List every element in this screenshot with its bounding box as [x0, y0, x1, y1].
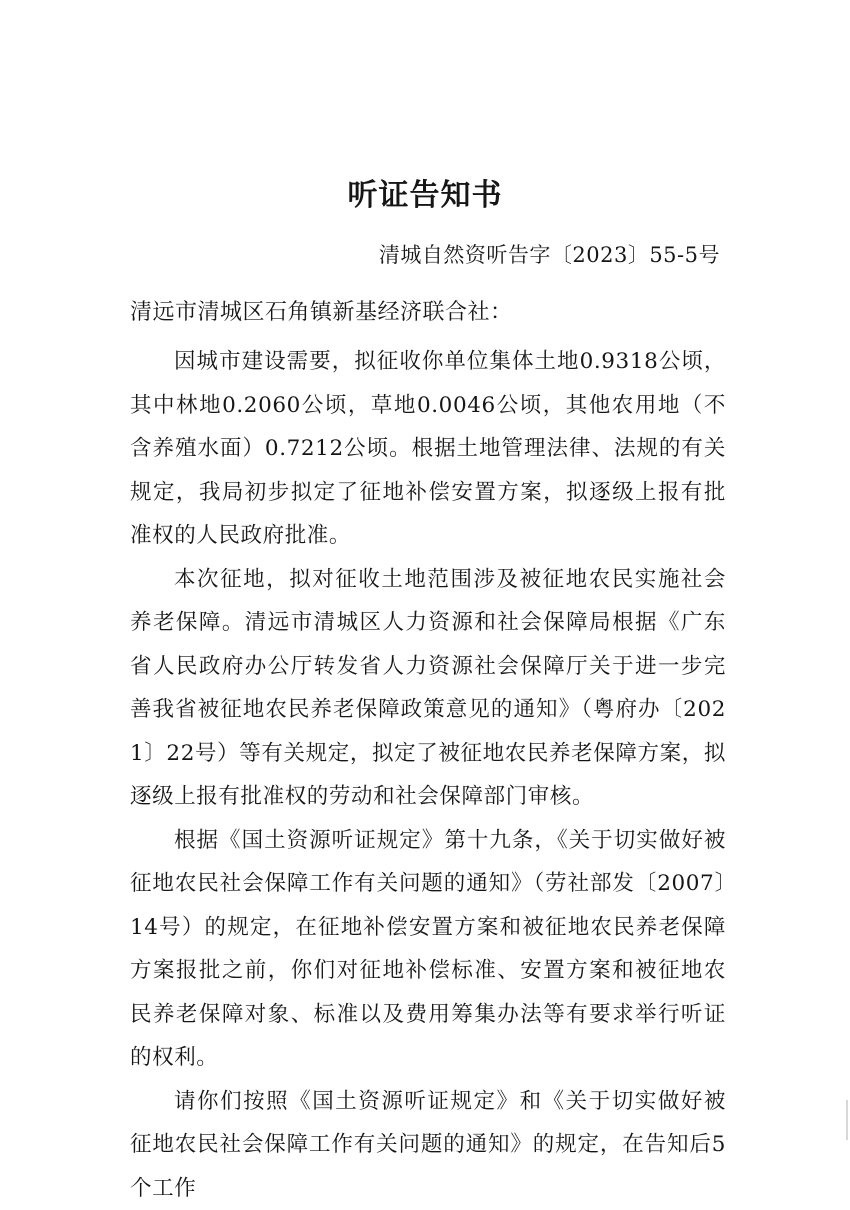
document-title: 听证告知书 [0, 176, 850, 216]
paragraph-3: 根据《国土资源听证规定》第十九条，《关于切实做好被征地农民社会保障工作有关问题的通知》（劳社部发〔2007〕14号）的规定，在征地补偿安置方案和被征地农民养老保障方案报批之前，你们对征地补偿标准、安置方案和被征地农民养老保障对象、标准以及费用筹集办法等有要求举行听证的权利。 [130, 819, 726, 1080]
document-number: 清城自然资听告字〔2023〕55-5号 [379, 240, 720, 270]
paragraph-4: 请你们按照《国土资源听证规定》和《关于切实做好被征地农民社会保障工作有关问题的通知》的规定，在告知后5个工作 [130, 1080, 726, 1210]
scan-edge-mark [846, 1100, 848, 1140]
document-body [130, 340, 726, 1210]
addressee: 清远市清城区石角镇新基经济联合社： [130, 298, 513, 328]
paragraph-1: 因城市建设需要，拟征收你单位集体土地0.9318公顷，其中林地0.2060公顷，草地0.0046公顷，其他农用地（不含养殖水面）0.7212公顷。根据土地管理法律、法规的有关规定，我局初步拟定了征地补偿安置方案，拟逐级上报有批准权的人民政府批准。 [130, 340, 726, 558]
paragraph-2: 本次征地，拟对征收土地范围涉及被征地农民实施社会养老保障。清远市清城区人力资源和社会保障局根据《广东省人民政府办公厅转发省人力资源社会保障厅关于进一步完善我省被征地农民养老保障政策意见的通知》（粤府办〔2021〕22号）等有关规定，拟定了被征地农民养老保障方案，拟逐级上报有批准权的劳动和社会保障部门审核。 [130, 558, 726, 819]
